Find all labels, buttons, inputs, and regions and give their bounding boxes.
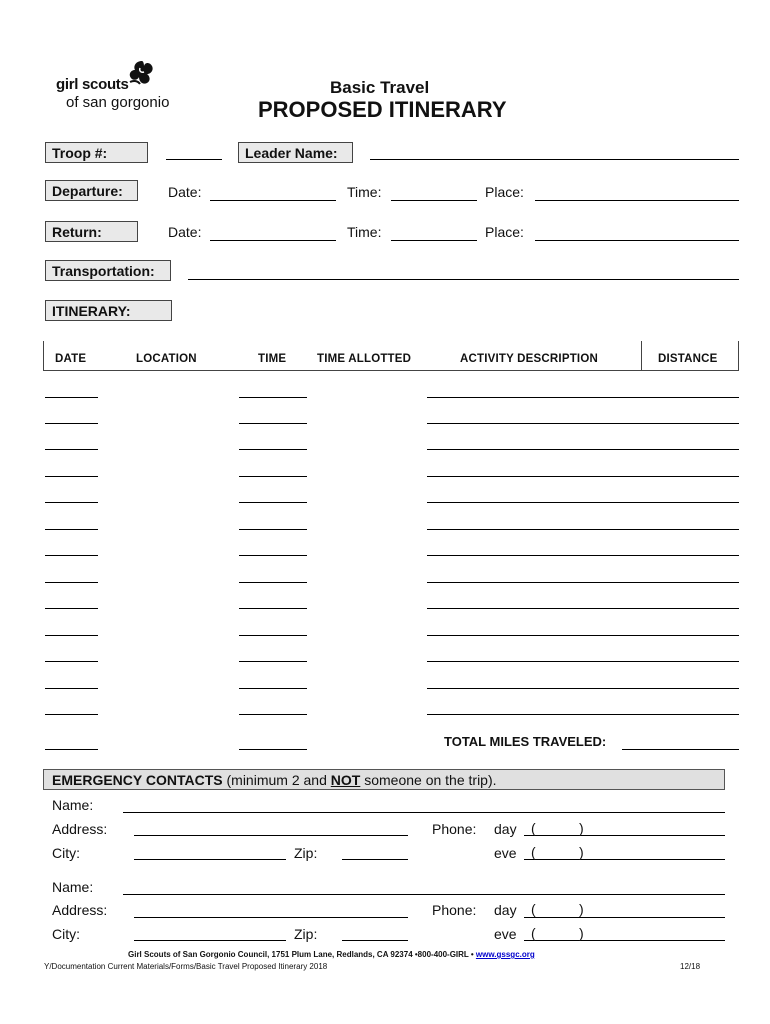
emergency-title-pre: (minimum 2 and <box>222 772 331 788</box>
contact1-eve-paren-close: ) <box>579 844 584 860</box>
departure-place-label: Place: <box>485 184 524 200</box>
col-activity: ACTIVITY DESCRIPTION <box>460 353 598 365</box>
col-date: DATE <box>55 353 87 365</box>
return-date-field[interactable] <box>210 240 336 241</box>
footer-address-text: Girl Scouts of San Gorgonio Council, 1751 Plum Lane, Redlands, CA 92374 •800-400-GIRL • <box>128 950 476 959</box>
departure-label: Departure: <box>45 180 138 201</box>
contact1-eve-paren-open: ( <box>531 844 536 860</box>
row-time-field[interactable] <box>239 423 307 424</box>
row-activity-field[interactable] <box>427 582 739 583</box>
row-activity-field[interactable] <box>427 423 739 424</box>
logo-wordmark <box>56 76 169 112</box>
row-date-field[interactable] <box>45 688 98 689</box>
contact2-eve-paren-close: ) <box>579 925 584 941</box>
row-date-field[interactable] <box>45 714 98 715</box>
logo-line2: of san gorgonio <box>66 94 170 111</box>
contact2-address-field[interactable] <box>134 917 408 918</box>
row-date-field[interactable] <box>45 661 98 662</box>
contact1-day-field[interactable] <box>524 835 725 836</box>
row-activity-field[interactable] <box>427 714 739 715</box>
row-date-field[interactable] <box>45 476 98 477</box>
transportation-label: Transportation: <box>45 260 171 281</box>
return-label: Return: <box>45 221 138 242</box>
contact1-eve-field[interactable] <box>524 859 725 860</box>
contact1-phone-label: Phone: <box>432 821 477 837</box>
row-date-field[interactable] <box>45 529 98 530</box>
footer-version: 12/18 <box>680 962 701 971</box>
row-time-field[interactable] <box>239 608 307 609</box>
return-time-field[interactable] <box>391 240 477 241</box>
row-time-field[interactable] <box>239 449 307 450</box>
departure-place-field[interactable] <box>535 200 739 201</box>
row-activity-field[interactable] <box>427 608 739 609</box>
row-activity-field[interactable] <box>427 397 739 398</box>
row-time-field[interactable] <box>239 714 307 715</box>
row-activity-field[interactable] <box>427 502 739 503</box>
contact1-city-label: City: <box>52 845 80 861</box>
contact1-day-label: day <box>494 821 517 837</box>
row-time-field[interactable] <box>239 661 307 662</box>
row-activity-field[interactable] <box>427 476 739 477</box>
row-time-field[interactable] <box>239 397 307 398</box>
row-date-field[interactable] <box>45 397 98 398</box>
troop-label: Troop #: <box>45 142 148 163</box>
contact1-day-paren-open: ( <box>531 820 536 836</box>
emergency-title-not: NOT <box>330 772 361 788</box>
leader-label: Leader Name: <box>238 142 353 163</box>
col-distance: DISTANCE <box>658 353 718 365</box>
leader-field[interactable] <box>370 159 739 160</box>
departure-time-field[interactable] <box>391 200 477 201</box>
contact2-city-field[interactable] <box>134 940 286 941</box>
row-activity-field[interactable] <box>427 635 739 636</box>
troop-field[interactable] <box>166 159 222 160</box>
contact2-eve-paren-open: ( <box>531 925 536 941</box>
row-time-field[interactable] <box>239 749 307 750</box>
total-miles-field[interactable] <box>622 749 739 750</box>
row-activity-field[interactable] <box>427 529 739 530</box>
total-miles-label: TOTAL MILES TRAVELED: <box>444 734 607 749</box>
contact2-eve-field[interactable] <box>524 940 725 941</box>
col-time: TIME <box>258 353 287 365</box>
contact2-eve-label: eve <box>494 926 517 942</box>
emergency-title-bold: EMERGENCY CONTACTS <box>52 772 223 788</box>
form-subtitle: Basic Travel <box>330 78 430 97</box>
header-divider <box>641 341 642 371</box>
contact1-zip-label: Zip: <box>294 845 318 861</box>
contact2-day-field[interactable] <box>524 917 725 918</box>
row-time-field[interactable] <box>239 476 307 477</box>
contact2-name-field[interactable] <box>123 894 725 895</box>
contact2-day-paren-close: ) <box>579 901 584 917</box>
row-activity-field[interactable] <box>427 661 739 662</box>
row-time-field[interactable] <box>239 635 307 636</box>
col-location: LOCATION <box>136 353 197 365</box>
row-date-field[interactable] <box>45 449 98 450</box>
contact1-city-field[interactable] <box>134 859 286 860</box>
departure-time-label: Time: <box>347 184 382 200</box>
departure-date-label: Date: <box>168 184 202 200</box>
row-date-field[interactable] <box>45 423 98 424</box>
contact1-name-label: Name: <box>52 797 94 813</box>
contact2-address-label: Address: <box>52 902 108 918</box>
transportation-field[interactable] <box>188 279 739 280</box>
row-date-field[interactable] <box>45 635 98 636</box>
footer-path: Y/Documentation Current Materials/Forms/Basic Travel Proposed Itinerary 2018 <box>44 962 328 971</box>
row-activity-field[interactable] <box>427 555 739 556</box>
contact1-eve-label: eve <box>494 845 517 861</box>
contact1-address-field[interactable] <box>134 835 408 836</box>
col-time-allotted: TIME ALLOTTED <box>317 353 412 365</box>
return-place-field[interactable] <box>535 240 739 241</box>
row-activity-field[interactable] <box>427 449 739 450</box>
form-title: PROPOSED ITINERARY <box>258 97 507 122</box>
return-place-label: Place: <box>485 224 524 240</box>
footer-address <box>128 950 535 959</box>
row-date-field[interactable] <box>45 608 98 609</box>
contact2-day-label: day <box>494 902 517 918</box>
emergency-title-post: someone on the trip). <box>360 772 497 788</box>
row-activity-field[interactable] <box>427 688 739 689</box>
row-time-field[interactable] <box>239 502 307 503</box>
contact1-day-paren-close: ) <box>579 820 584 836</box>
logo-line1: girl scouts <box>56 76 129 93</box>
row-date-field[interactable] <box>45 749 98 750</box>
row-date-field[interactable] <box>45 555 98 556</box>
contact2-zip-label: Zip: <box>294 926 318 942</box>
return-date-label: Date: <box>168 224 202 240</box>
return-time-label: Time: <box>347 224 382 240</box>
departure-date-field[interactable] <box>210 200 336 201</box>
row-time-field[interactable] <box>239 555 307 556</box>
row-time-field[interactable] <box>239 529 307 530</box>
contact2-day-paren-open: ( <box>531 901 536 917</box>
contact1-address-label: Address: <box>52 821 108 837</box>
row-time-field[interactable] <box>239 582 307 583</box>
itinerary-label: ITINERARY: <box>45 300 172 321</box>
contact2-name-label: Name: <box>52 879 94 895</box>
emergency-header <box>52 772 497 788</box>
footer-website-link[interactable]: www.gssgc.org <box>475 950 535 959</box>
row-time-field[interactable] <box>239 688 307 689</box>
contact2-phone-label: Phone: <box>432 902 477 918</box>
row-date-field[interactable] <box>45 582 98 583</box>
row-date-field[interactable] <box>45 502 98 503</box>
contact2-city-label: City: <box>52 926 80 942</box>
contact1-name-field[interactable] <box>123 812 725 813</box>
contact1-zip-field[interactable] <box>342 859 408 860</box>
contact2-zip-field[interactable] <box>342 940 408 941</box>
